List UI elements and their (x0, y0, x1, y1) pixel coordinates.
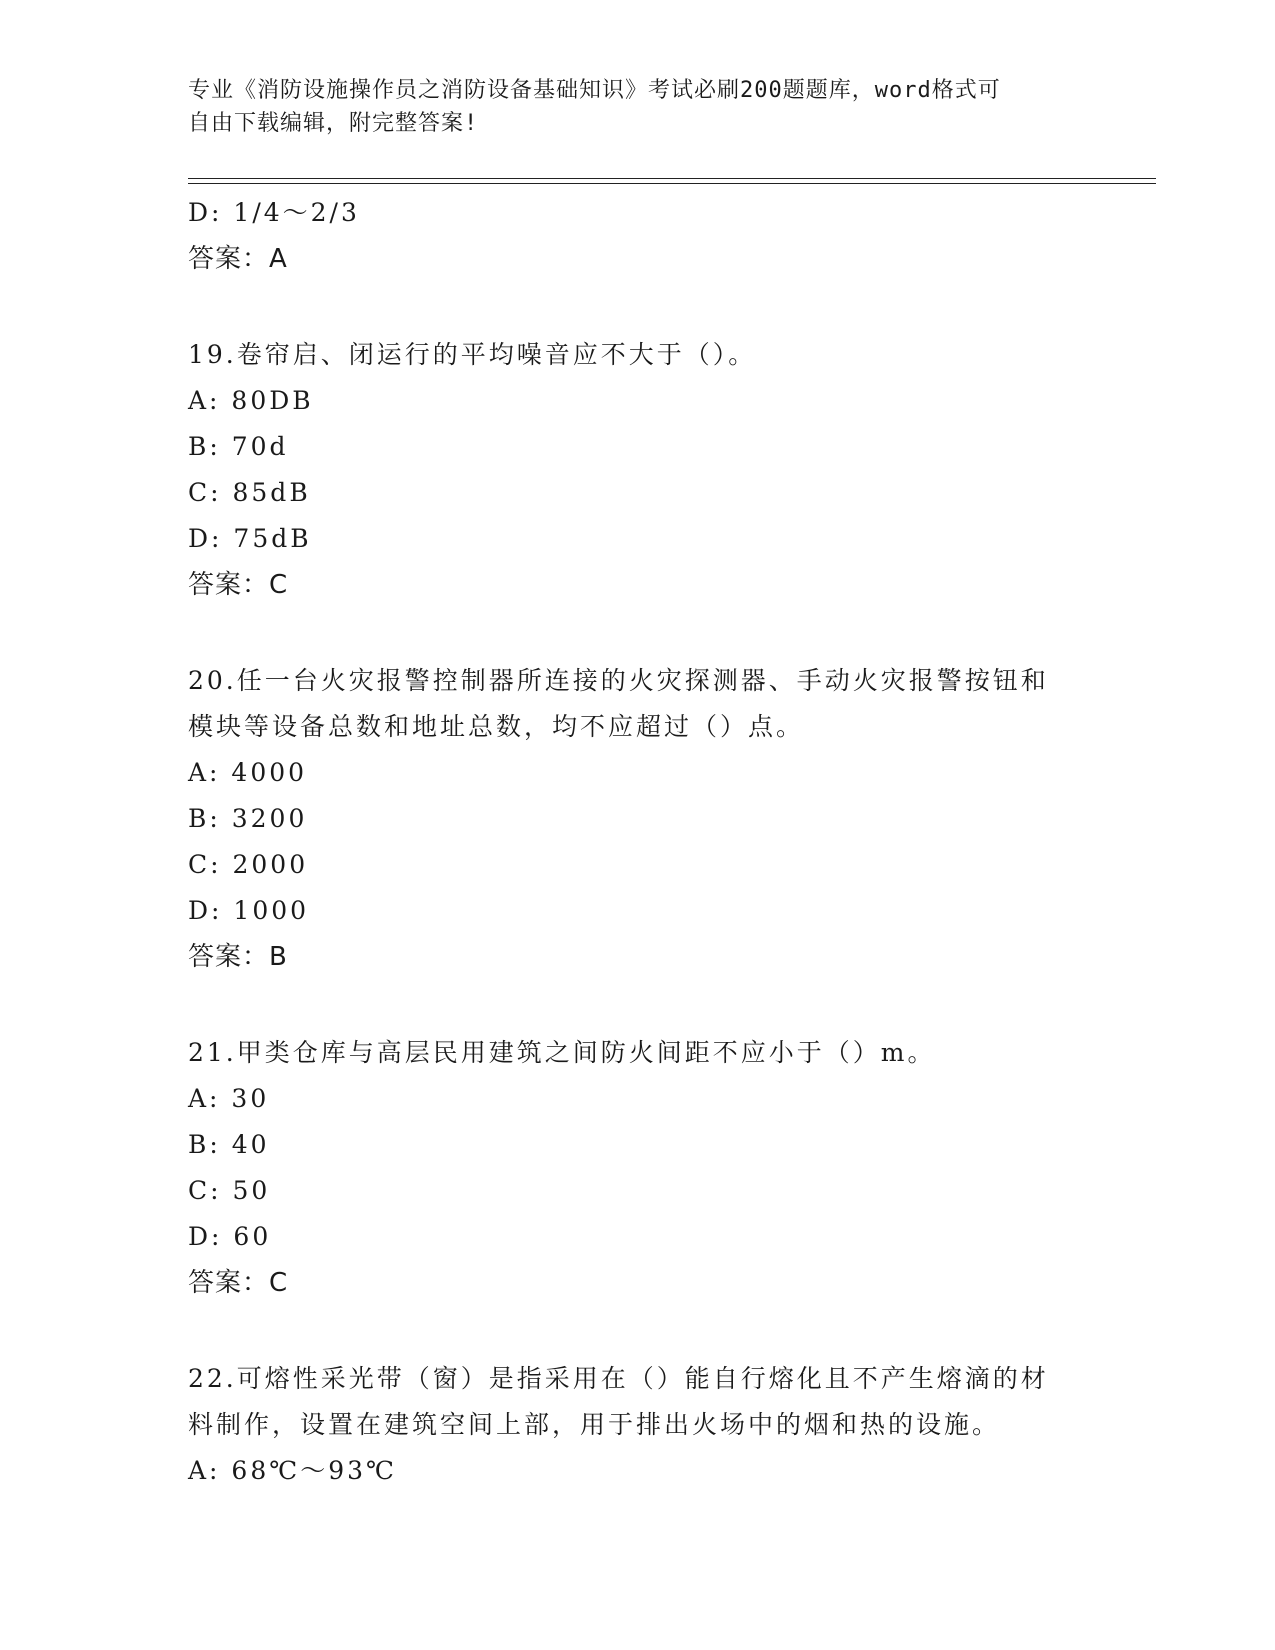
header-line-2: 自由下载编辑，附完整答案! (188, 111, 479, 136)
option-b: B: 70d (188, 432, 289, 461)
question-stem: 21.甲类仓库与高层民用建筑之间防火间距不应小于（）m。 (188, 1038, 936, 1067)
option-d: D: 60 (188, 1222, 272, 1251)
option-a: A: 4000 (188, 758, 308, 787)
option-d: D: 1/4～2/3 (188, 198, 360, 227)
option-a: A: 30 (188, 1084, 270, 1113)
option-b: B: 40 (188, 1130, 270, 1159)
answer-text: 答案：C (188, 570, 289, 600)
option-c: C: 50 (188, 1176, 271, 1205)
question-stem-line-2: 料制作，设置在建筑空间上部，用于排出火场中的烟和热的设施。 (188, 1410, 1001, 1439)
document-body (188, 190, 1088, 1494)
question-stem: 19.卷帘启、闭运行的平均噪音应不大于（）。 (188, 340, 757, 369)
option-b: B: 3200 (188, 804, 308, 833)
question-20 (188, 658, 1088, 980)
option-c: C: 2000 (188, 850, 309, 879)
header-divider (188, 178, 1156, 184)
question-22 (188, 1356, 1088, 1494)
page-header (188, 74, 1078, 140)
question-stem-line-2: 模块等设备总数和地址总数，均不应超过（）点。 (188, 712, 805, 741)
option-a: A: 68℃～93℃ (188, 1456, 397, 1485)
answer-text: 答案：B (188, 942, 288, 972)
option-c: C: 85dB (188, 478, 311, 507)
answer-text: 答案：A (188, 244, 288, 274)
option-d: D: 75dB (188, 524, 312, 553)
option-a: A: 80DB (188, 386, 314, 415)
carry-over-block (188, 190, 1088, 282)
question-21 (188, 1030, 1088, 1306)
option-d: D: 1000 (188, 896, 310, 925)
question-19 (188, 332, 1088, 608)
header-line-1: 专业《消防设施操作员之消防设备基础知识》考试必刷200题题库，word格式可 (188, 78, 1001, 103)
question-stem-line-1: 22.可熔性采光带（窗）是指采用在（）能自行熔化且不产生熔滴的材 (188, 1364, 1049, 1393)
answer-text: 答案：C (188, 1268, 289, 1298)
question-stem-line-1: 20.任一台火灾报警控制器所连接的火灾探测器、手动火灾报警按钮和 (188, 666, 1049, 695)
